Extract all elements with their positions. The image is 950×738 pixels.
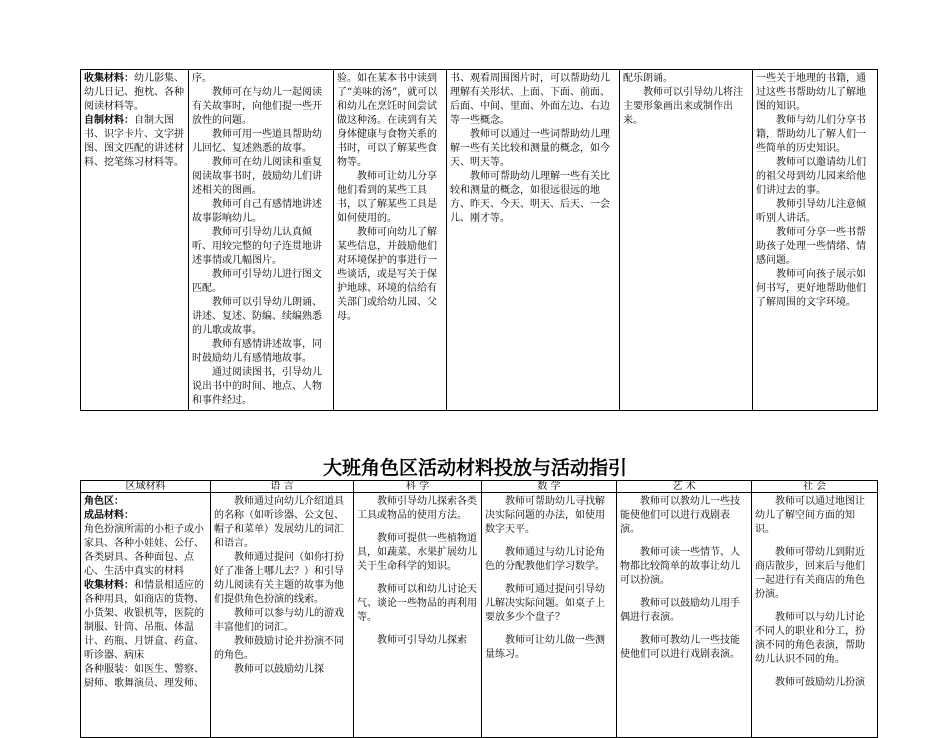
header-society: 社 会 (752, 481, 878, 493)
math-cell (447, 70, 620, 411)
paragraph: 教师可以邀请幼儿们的祖父母到幼儿园来给他们讲过去的事。 (756, 157, 866, 196)
art-cell (617, 493, 752, 738)
material-label: 角色区： (84, 496, 124, 507)
paragraph: 教师可分享一些书帮助孩子处理一些情绪、情感问题。 (756, 227, 866, 266)
paragraph: 教师可鼓励幼儿扮演 (775, 677, 865, 688)
paragraph: 教师通过提问（如你打扮好了准备上哪儿去？）和引导幼儿阅读有关主题的故事为他们提供角色扮演的线索。 (214, 552, 344, 605)
page-title: 大班角色区活动材料投放与活动指引 (322, 457, 627, 479)
header-materials: 区域材料 (81, 481, 211, 493)
table-row (81, 493, 878, 738)
paragraph: 教师可读一些情节、人物都比较简单的故事让幼儿可以扮演。 (620, 547, 740, 586)
material-label: 收集材料： (84, 580, 134, 591)
paragraph: 教师可帮助幼儿理解一些有关比较和测量的概念，如很远很远的地方、昨天、今天、明天、后天、一会儿、刚才等。 (450, 171, 610, 224)
material-text: 幼儿影集、幼儿日记、抱枕、各种阅读材料等。 (84, 73, 184, 112)
role-play-activity-table (80, 480, 878, 738)
paragraph: 教师可以教幼儿一些技能使他们可以进行戏剧表演。 (620, 496, 740, 535)
paragraph: 教师可自己有感情地讲述故事影响幼儿。 (192, 199, 322, 224)
material-label: 收集材料： (84, 73, 134, 84)
material-text: 自制大图书、识字卡片、文字拼图、图文匹配的讲述材料、挖笔练习材料等。 (84, 115, 184, 168)
paragraph: 教师可用一些道具帮助幼儿回忆、复述熟悉的故事。 (192, 129, 322, 154)
paragraph: 教师可提供一些植物道具，如蔬菜、水果扩展幼儿关于生命科学的知识。 (357, 533, 477, 572)
paragraph: 教师可教幼儿一些技能使他们可以进行戏剧表演。 (620, 635, 740, 660)
paragraph: 教师可让幼儿分享他们看到的某些工具书，以了解某些工具是如何使用的。 (337, 171, 437, 224)
art-cell (620, 70, 753, 411)
science-cell (354, 493, 482, 738)
paragraph: 教师可以参与幼儿的游戏丰富他们的词汇。 (214, 608, 344, 633)
science-cell (334, 70, 447, 411)
paragraph: 教师可向幼儿了解某些信息，并鼓励他们对环境保护的事进行一些谈话，或是写关于保护地球、环境的信给有关部门或给幼儿园、父母。 (337, 227, 437, 322)
material-text: 角色扮演所需的小柜子或小家具、各种小娃娃、公仔、各类厨具、各种面包、点心、生活中真实的材料 (84, 524, 204, 577)
society-cell (753, 70, 878, 411)
paragraph: 教师可带幼儿到附近商店散步，回来后与他们一起进行有关商店的角色扮演。 (755, 547, 865, 600)
paragraph: 教师引导幼儿探索各类工具或物品的使用方法。 (357, 496, 477, 521)
paragraph: 教师可以通过一些词帮助幼儿理解一些有关比较和测量的概念，如今天、明天等。 (450, 129, 610, 168)
language-cell (189, 70, 334, 411)
paragraph: 教师可在与幼儿一起阅读有关故事时，向他们提一些开放性的问题。 (192, 87, 322, 126)
activity-table-continued (80, 69, 878, 411)
paragraph: 教师可以和幼儿讨论天气、谈论一些物品的再利用等。 (357, 584, 477, 623)
material-label: 自制材料： (84, 115, 134, 126)
paragraph: 教师可以与幼儿讨论不同人的职业和分工，扮演不同的角色表演，帮助幼儿认识不同的角。 (755, 612, 865, 665)
paragraph: 教师可以鼓励幼儿用手偶进行表演。 (620, 598, 740, 623)
paragraph: 配乐朗诵。 (623, 73, 673, 84)
material-cell (81, 493, 211, 738)
header-art: 艺 术 (617, 481, 752, 493)
society-cell (752, 493, 878, 738)
material-text: 各种服装：如医生、警察、厨师、歌舞演员、理发师、 (84, 664, 204, 689)
paragraph: 教师通过向幼儿介绍道具的名称（如听诊器、公文包、帽子和菜单）发展幼儿的词汇和语言。 (214, 496, 344, 549)
header-row (81, 481, 878, 493)
paragraph: 教师可以引导幼儿将注主要形象画出来或制作出来。 (623, 87, 743, 126)
paragraph: 教师可以通过地图让幼儿了解空间方面的知识。 (755, 496, 865, 535)
paragraph: 序。 (192, 73, 212, 84)
header-math: 数 学 (482, 481, 617, 493)
paragraph: 教师可通过提问引导幼儿解决实际问题。如桌子上要放多少个盘子？ (485, 584, 605, 623)
paragraph: 教师有感情讲述故事，同时鼓励幼儿有感情地故事。 (192, 339, 322, 364)
paragraph: 教师可以引导幼儿朗诵、讲述、复述、防编、续编熟悉的儿歌或故事。 (192, 297, 322, 336)
paragraph: 教师可以鼓励幼儿探 (234, 664, 324, 675)
paragraph: 教师可向孩子展示如何书写，更好地帮助他们了解周围的文字环境。 (756, 269, 866, 308)
paragraph: 教师可引导幼儿探索 (377, 635, 467, 646)
math-cell (482, 493, 617, 738)
paragraph: 教师与幼儿们分享书籍，帮助幼儿了解人们一些简单的历史知识。 (756, 115, 866, 154)
paragraph: 教师鼓励讨论并扮演不同的角色。 (214, 636, 344, 661)
paragraph: 教师可在幼儿阅读和重复阅读故事书时，鼓励幼儿们讲述相关的图画。 (192, 157, 322, 196)
paragraph: 教师通过与幼儿讨论角色的分配教他们学习数学。 (485, 547, 605, 572)
paragraph: 书、观看周围图片时，可以帮助幼儿理解有关形状、上面、下面、前面、后面、中间、里面、外面左边、右边等一些概念。 (450, 73, 610, 126)
table-row (81, 70, 878, 411)
paragraph: 通过阅读图书，引导幼儿说出书中的时间、地点、人物和事件经过。 (192, 367, 322, 406)
header-language: 语 言 (211, 481, 354, 493)
paragraph: 一些关于地理的书籍，通过这些书帮助幼儿了解地图的知识。 (756, 73, 866, 112)
paragraph: 教师可引导幼儿进行图文匹配。 (192, 269, 322, 294)
paragraph: 教师可引导幼儿认真倾听、用较完整的句子连贯地讲述事情或几幅图片。 (192, 227, 322, 266)
paragraph: 验。如在某本书中读到了“美味的汤”，就可以和幼儿在烹饪时间尝试做这种汤。在读到有关身体健康与食物关系的书时，可以了解某些食物等。 (337, 73, 438, 168)
paragraph: 教师可帮助幼儿寻找解决实际问题的办法，如使用数字天平。 (485, 496, 605, 535)
header-science: 科 学 (354, 481, 482, 493)
language-cell (211, 493, 354, 738)
material-cell (81, 70, 189, 411)
paragraph: 教师可让幼儿做一些测量练习。 (485, 635, 605, 660)
material-text: 和情景相适应的各种用具，如商店的货物、小货架、收银机等，医院的制服、针筒、吊瓶、体温计、药瓶、月饼盒、药盒、听诊器、病床 (84, 580, 204, 661)
paragraph: 教师引导幼儿注意倾听别人讲话。 (756, 199, 866, 224)
material-label: 成品材料： (84, 510, 134, 521)
